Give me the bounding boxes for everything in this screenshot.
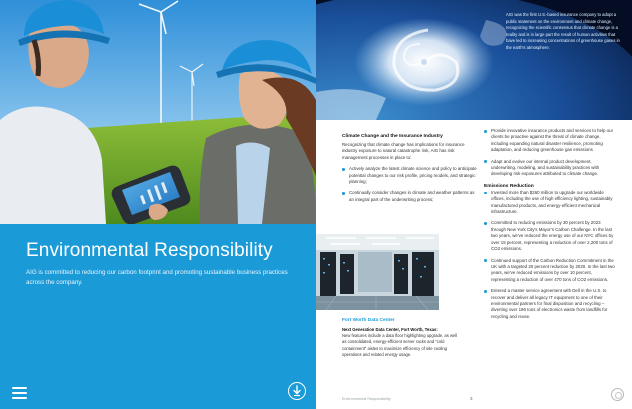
cover-photo xyxy=(0,0,316,224)
intro-text: AIG is committed to reducing our carbon footprint and promoting sustainable business practices across the company. xyxy=(26,269,288,286)
hamburger-menu-icon[interactable] xyxy=(12,387,27,399)
list-item: Continued support of the Carbon Reduction Commitment in the UK with a targeted 20 percent reduction by 2020. In the last two years, we've reduced emissions by over 10 percent, representing a reduction of over 470 tons of CO2 emissions. xyxy=(484,258,616,284)
climate-change-section xyxy=(342,134,480,203)
list-item: Provide innovative insurance products and services to help our clients be proactive against the threat of climate change, including expanding natural disaster resilience, promoting adaptation, and reducing greenhouse gas emissions xyxy=(484,128,616,154)
climate-intro: Recognizing that climate change has implications for insurance industry exposure to natural catastrophe risk, AIG has risk management processes in place to: xyxy=(342,142,465,160)
climate-bullets xyxy=(342,166,480,203)
footer-section-label: Environmental Responsibility xyxy=(342,397,391,401)
data-center-lead: Next Generation Data Center, Fort Worth, Texas: xyxy=(342,327,438,332)
climate-heading: Climate Change and the Insurance Industry xyxy=(342,134,443,139)
list-item: Entered a master service agreement with Dell in the U.S. to recover and deliver all legacy IT equipment to one of their environmental partners for final disposition and recycling – diverting over 196 tons of electronics waste from landfills for recycling and reuse. xyxy=(484,288,616,320)
list-item: Adapt and evolve our internal product development, underwriting, modeling, and sustainability practices with developing risk exposures attributed to climate change. xyxy=(484,159,616,178)
climate-bullets-continued xyxy=(484,128,616,178)
data-center-title: Fort Worth Data Center xyxy=(342,318,395,323)
emissions-heading: Emissions Reduction xyxy=(484,183,534,189)
page-number: 3 xyxy=(470,396,473,401)
emissions-bullets xyxy=(484,190,616,320)
list-item: Continually consider changes in climate and weather patterns as an integral part of the underwriting process; xyxy=(342,190,480,203)
list-item: Committed to reducing emissions by 30 percent by 2023 through New York City's Mayor's Carbon Challenge. In the last two years, we've reduced the energy use of our NYC offices by over 15 percent, representing a reduction of over 2,200 tons of CO2 emissions. xyxy=(484,220,616,252)
intro-panel xyxy=(0,224,316,409)
list-item: Actively analyze the latest climate science and policy to anticipate potential changes to our risk profile, pricing models, and strategic planning; xyxy=(342,166,480,185)
download-arrow-icon[interactable] xyxy=(288,382,306,400)
storm-caption: AIG was the first U.S.-based insurance company to adopt a public statement on the environment and climate change, recognizing the scientific consensus that climate change is a reality and is in large part the result of human activities that have led to increasing concentrations of greenhouse gases in the earth's atmosphere. xyxy=(506,12,620,50)
list-item: Invested more than $260 million to upgrade our worldwide offices, including the use of high efficiency lighting, sustainably manufactured products, and energy-efficient mechanical infrastructure. xyxy=(484,190,616,216)
right-page xyxy=(316,0,632,409)
data-center-body: New features include a data floor highlighting upgrade, as well as consolidated, energy-efficient server racks and "cold containment" aisles to maximize efficiency of site cooling operations and related energy usage. xyxy=(342,333,458,357)
data-center-description xyxy=(342,327,460,358)
page-title: Environmental Responsibility xyxy=(26,240,273,261)
right-column xyxy=(484,128,616,320)
hurricane-satellite-image xyxy=(316,0,632,120)
company-seal-icon xyxy=(611,388,624,401)
data-center-photo xyxy=(316,234,439,310)
